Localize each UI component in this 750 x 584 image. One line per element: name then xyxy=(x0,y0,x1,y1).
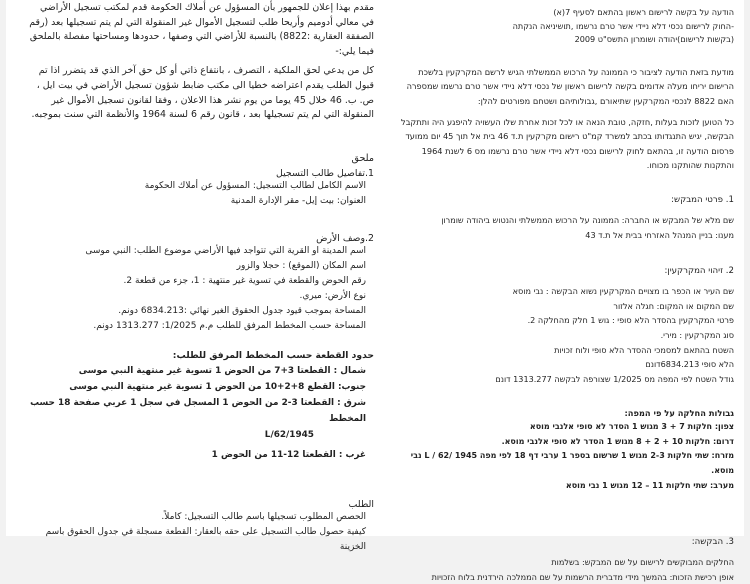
arabic-land-line: المساحة حسب المخطط المرفق للطلب م.م 1/2025: 1313.277 دونم. xyxy=(93,320,366,331)
hebrew-intro-paragraph: מודעת בזאת הודעה לציבור כי הממונה על הרכוש הממשלתי הגיש לרשם המקרקעין בלשכת הרישום יריחו מעלה אדומים בקשה לרישום ראשון של נכסי דלא ניידי אשר טרם נרשמו שמספרה האם 8822 לנכסי המקרקעין שתיאורם ,גבולותיהם ושטחם מפורטים להלן: xyxy=(406,66,734,106)
arabic-objection-notice: كل من يدعي لحق الملكية ، التصرف ، بانتفاع ذاتي أو كل حق آخر الذي قد يتضرر اذا تم قبول الطلب يقدم اعتراضه خطيا الى مكتب ضابط شؤون تسجيل الأراضي في بيت ايل ، ص. ب. 46 خلال 45 يوما من يوم نشر هذا الاعلان ، وفقا لقانون تسجيل الأموال غير المنقولة التي لم يتم تسجيلها بعد ، قانون رقم 6 لسنة 1964 والأنظمة التي سنت بموجبه. xyxy=(31,65,374,121)
hebrew-section-3-title: 3. הבקשה: xyxy=(691,537,734,548)
hebrew-land-line: הלא סופי 6834.213דונם xyxy=(645,359,734,370)
arabic-boundary-west: غرب : القطعتا 12-11 من الحوض 1 xyxy=(211,449,366,460)
hebrew-applicant-name: שם מלא של המבקש או החברה: הממונה על הרכוש הממשלתי והנטוש ביהודה שומרון xyxy=(441,214,734,225)
hebrew-boundaries-title: גבולות החלקה על פי המפה: xyxy=(624,408,734,419)
hebrew-section-2-title: 2. זיהוי המקרקעין: xyxy=(664,266,734,277)
hebrew-objection-notice: כל הטוען לזכות בעלות ,חזקה, טובת הנאה או לכל זכות אחרת שלו העשויה להיפגע היה ותתקבל הבקשה, יגיש התנגדותו בכתב למשרד קמ"ט רישום מקרקעין ת.ד 46 בית אל תוך 45 יום ממועד פרסום הודעה זו, בהתאם לחוק לרישום נכסי דלא ניידי אשר טרם נרשמו מס 6 לשנת 1964 והתקנות שהותקנו מכוחו. xyxy=(401,116,734,171)
arabic-land-line: المساحة بموجب قيود جدول الحقوق الغير نهائي :6834.213 دونم. xyxy=(118,305,366,316)
arabic-request-line: كيفية حصول طالب التسجيل على حقه بالعقار: القطعة مسجلة في جدول الحقوق باسم الخزينة xyxy=(45,526,366,552)
hebrew-land-line: גודל השטח לפי המפה מס 1/2025 שצורפה לבקשה 1313.277 דונם xyxy=(495,373,734,384)
arabic-boundaries-title: حدود القطعة حسب المخطط المرفق للطلب: xyxy=(172,349,374,361)
arabic-land-line: نوع الأرض: ميري. xyxy=(299,290,366,301)
document-page xyxy=(6,0,744,582)
hebrew-land-line: סוג המקרקעין : מירי. xyxy=(660,329,734,340)
arabic-land-line: اسم المدينة او القرية التي تتواجد فيها الأراضي موضوع الطلب: النبي موسى xyxy=(85,245,366,256)
hebrew-land-line: פרטי המקרקעין בהסדר הלא סופי : גוש 1 חלק מהחלקה 2. xyxy=(527,315,734,326)
arabic-intro-paragraph: مقدم بهذا إعلان للجمهور بأن المسؤول عن أملاك الحكومة قدم لمكتب تسجيل الأراضي في معالي أدوميم وأريحا طلب لتسجيل الأموال غير المنقولة التي لم يتم تسجيلها بعد (رقم الصفقة العقارية :8822) بالنسبة للأراضي التي وصفها ، حدودها ومساحتها مفصلة بالملحق فيما يلي:- xyxy=(29,2,374,57)
hebrew-land-line: שם המקום או המקום: חגלה אלזור xyxy=(613,300,734,311)
arabic-land-line: اسم المكان (الموقع) : حجلا والزور xyxy=(236,260,366,271)
arabic-boundary-east-map: L/62/1945 xyxy=(264,429,314,440)
arabic-annex-title: ملحق xyxy=(351,152,374,164)
arabic-section-2-title: 2.وصف الأرض xyxy=(316,232,374,244)
hebrew-header-line: -החוק לרישום נכסי דלא ניידי אשר טרם נרשמו ,תושיניאה הנקתה xyxy=(512,20,734,31)
hebrew-request-line: החלקים המבוקשים לרישום על שם המבקש: בשלמות xyxy=(551,557,734,568)
arabic-column xyxy=(28,0,374,552)
arabic-applicant-address: العنوان: بيت إيل- مقر الإدارة المدنية xyxy=(230,195,366,206)
hebrew-request-line: אופן רכישת הזכות: בהמשך מידי מדברית הרשמות על שם הממלכה הירדנית בלוח הזכויות xyxy=(431,571,734,582)
arabic-boundary-north: شمال : القطعتا 3+7 من الحوض 1 تسوية غير منتهية النبي موسى xyxy=(78,365,366,376)
arabic-boundary-south: جنوب: القطع 8+2+10 من الحوض 1 تسوية غير منتهية النبي موسى xyxy=(69,381,366,392)
arabic-request-line: الحصص المطلوب تسجيلها باسم طالب التسجيل: كاملاً. xyxy=(161,511,366,522)
hebrew-header-line: (בקשות לרישום)יהודה ושומרון התשס"ט 2009 xyxy=(574,34,734,45)
hebrew-applicant-address: מענו: בניין המנהל האזרחי בבית אל ת.ד 43 xyxy=(585,229,734,240)
hebrew-column xyxy=(400,0,734,582)
hebrew-boundary-west: מערב: שתי חלקות 11 – 12 מגוש 1 נבי מוסא xyxy=(565,480,734,490)
hebrew-boundary-south: דרום: חלקות 10 + 2 + 8 מגוש 1 הסדר לא סופי אלנבי מוסא. xyxy=(501,436,734,446)
hebrew-boundary-north: צפון: חלקות 7 + 3 מגוש 1 הסדר לא סופי אלנבי מוסא xyxy=(529,422,734,432)
arabic-applicant-name: الاسم الكامل لطالب التسجيل: المسؤول عن أملاك الحكومة xyxy=(144,180,366,191)
hebrew-land-line: שם העיר או הכפר בו מצויים המקרקעין נשוא הבקשה : נבי מוסא xyxy=(512,286,734,297)
arabic-land-line: رقم الحوض والقطعة في تسوية غير منتهية : 1، جزء من قطعة 2. xyxy=(123,275,366,286)
hebrew-section-1-title: 1. פרטי המבקש: xyxy=(671,194,734,205)
arabic-request-title: الطلب xyxy=(348,498,374,510)
hebrew-header-line: הודעה על בקשה לרישום ראשון בהתאם לסעיף 7(א) xyxy=(553,7,734,17)
arabic-section-1-title: 1.تفاصيل طالب التسجيل xyxy=(275,167,374,179)
hebrew-boundary-east: מזרח: שתי חלקות 2-3 מגוש 1 שרשום בספר 1 ערבי דף 18 לפי מפה L / 62/ 1945 נבי מוסא. xyxy=(410,451,734,476)
hebrew-land-line: השטח בהתאם למסמכי ההסדר הלא סופי ולוח זכויות xyxy=(554,344,734,355)
arabic-boundary-east: شرق : القطعتا 3-2 من الحوض 1 المسجل في سجل 1 عربي صفحة 18 حسب المخطط xyxy=(30,397,366,424)
